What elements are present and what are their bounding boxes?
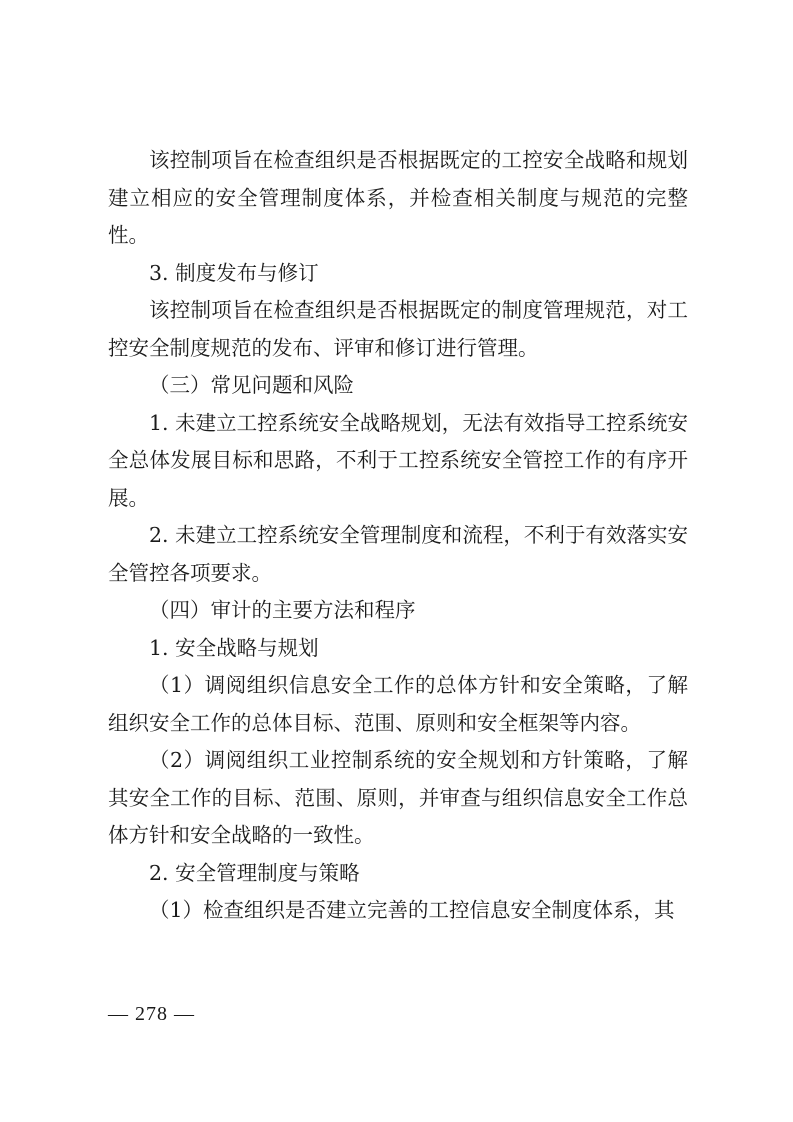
item-heading-publish-revise: 3. 制度发布与修订 [149, 260, 319, 285]
paragraph-control-item-intro: 该控制项旨在检查组织是否根据既定的工控安全战略和规划建立相应的安全管理制度体系，并检查相关制度与规范的完整性。 [108, 148, 688, 247]
section-heading-audit-methods: （四）审计的主要方法和程序 [149, 598, 416, 622]
paragraph-publish-revise: 该控制项旨在检查组织是否根据既定的制度管理规范，对工控安全制度规范的发布、评审和修订进行管理。 [108, 298, 688, 360]
section-heading-problems-risks: （三）常见问题和风险 [149, 373, 354, 397]
paragraph-risk-2: 2. 未建立工控系统安全管理制度和流程，不利于有效落实安全管控各项要求。 [108, 523, 688, 585]
paragraph-method-1-2: （2）调阅组织工业控制系统的安全规划和方针策略，了解其安全工作的目标、范围、原则，并审查与组织信息安全工作总体方针和安全战略的一致性。 [108, 748, 688, 847]
paragraph-risk-1: 1. 未建立工控系统安全战略规划，无法有效指导工控系统安全总体发展目标和思路，不利于工控系统安全管控工作的有序开展。 [108, 410, 688, 510]
body-text [108, 142, 688, 930]
paragraph-method-2-1: （1）检查组织是否建立完善的工控信息安全制度体系，其 [149, 898, 675, 922]
paragraph-method-1-1: （1）调阅组织信息安全工作的总体方针和安全策略，了解组织安全工作的总体目标、范围、原则和安全框架等内容。 [108, 673, 688, 735]
item-heading-strategy-planning: 1. 安全战略与规划 [149, 635, 319, 660]
item-heading-management-policy: 2. 安全管理制度与策略 [149, 860, 360, 885]
page-number: — 278 — [108, 1003, 195, 1025]
